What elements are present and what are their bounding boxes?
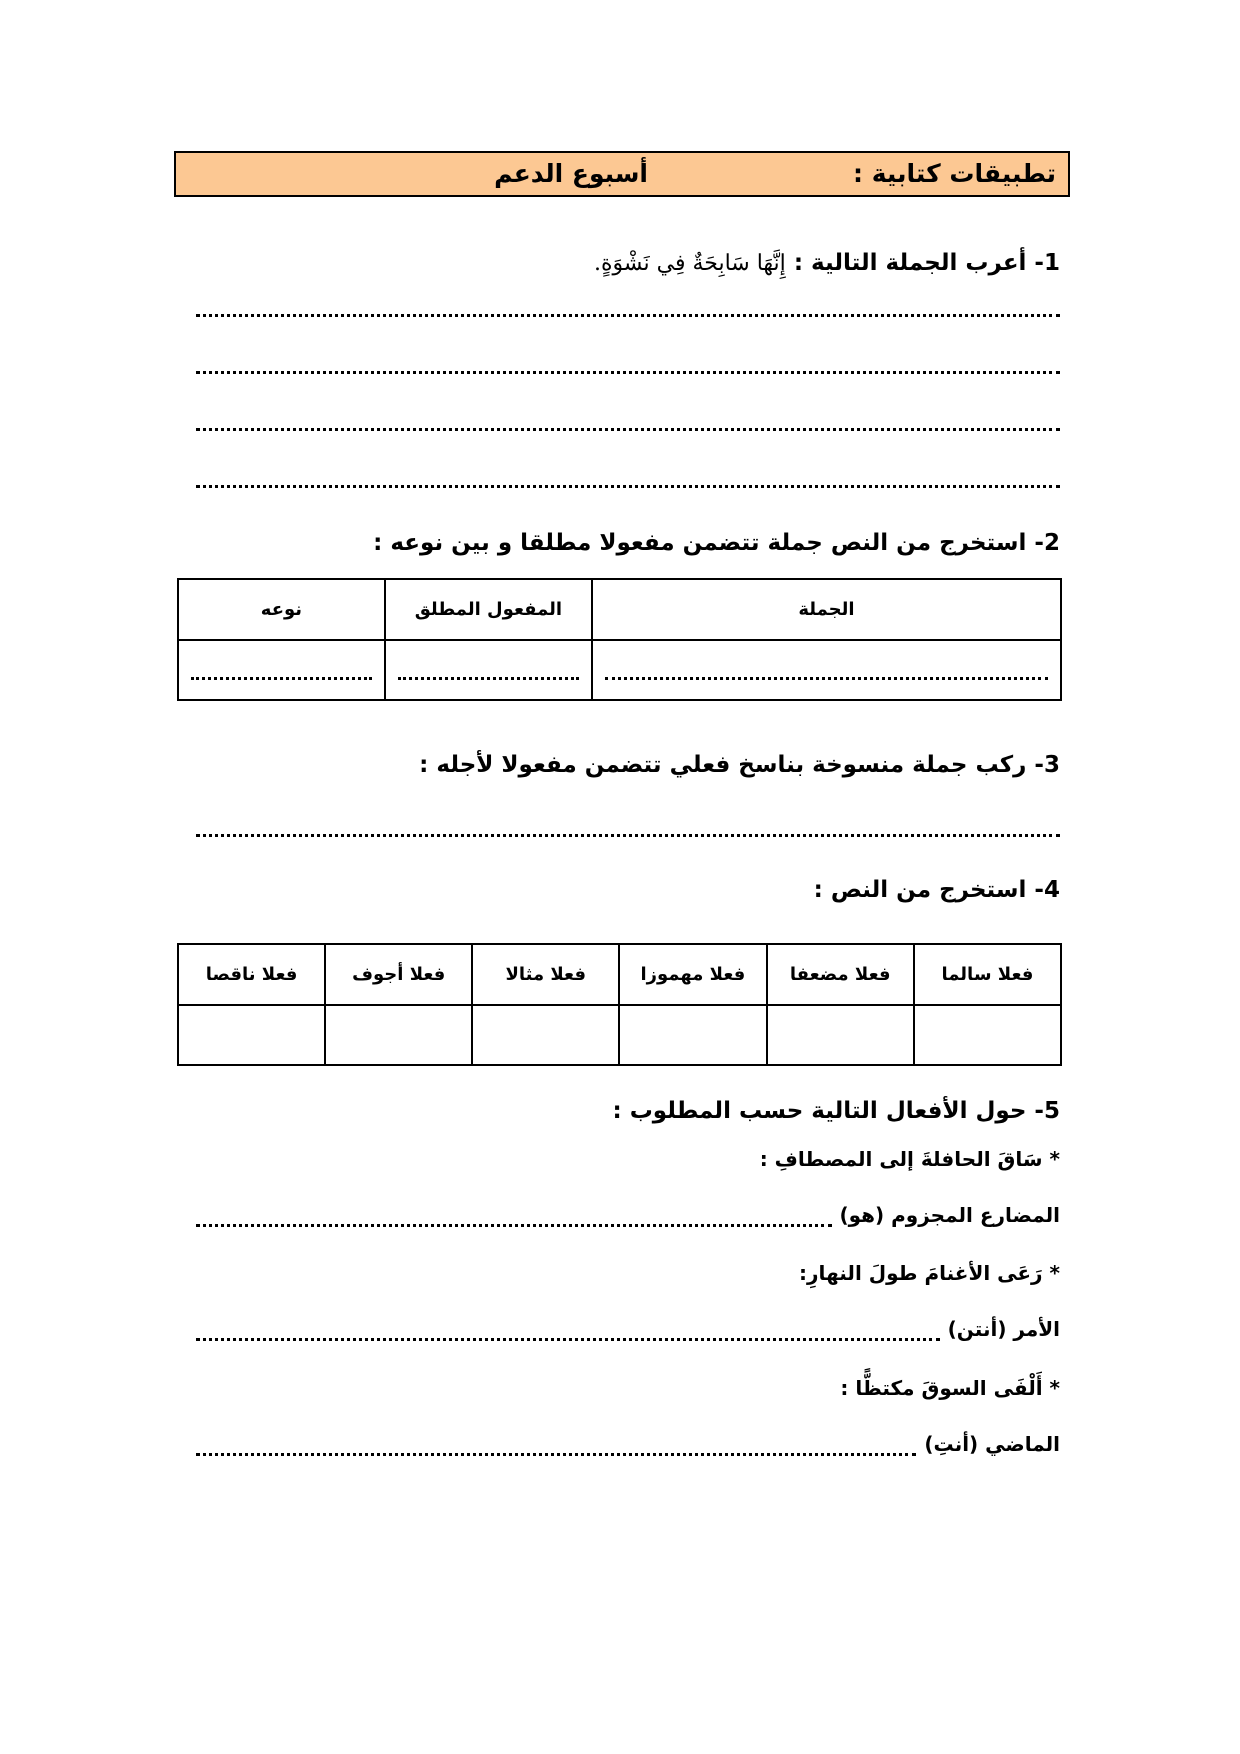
question-1-label: 1- أعرب الجملة التالية : bbox=[793, 250, 1060, 276]
q4-header-2: فعلا مضعفا bbox=[767, 944, 914, 1005]
q4-answer-4[interactable] bbox=[472, 1005, 619, 1065]
q5-item-2-prompt: * رَعَى الأغنامَ طولَ النهارِ: bbox=[799, 1261, 1060, 1285]
answer-line-5[interactable] bbox=[196, 834, 1060, 837]
q5-item-1-dotline[interactable] bbox=[196, 1206, 832, 1227]
question-2-table bbox=[177, 578, 1062, 701]
answer-line-3[interactable] bbox=[196, 428, 1060, 431]
question-2-label: 2- استخرج من النص جملة تتضمن مفعولا مطلقا و بين نوعه : bbox=[373, 530, 1060, 556]
worksheet-subtitle: أسبوع الدعم bbox=[494, 159, 648, 188]
question-1-sentence: إِنَّهَا سَابِحَةٌ فِي نَشْوَةٍ. bbox=[593, 251, 786, 276]
q5-item-3-answer[interactable] bbox=[196, 1432, 1060, 1456]
q4-answer-2[interactable] bbox=[767, 1005, 914, 1065]
q4-answer-3[interactable] bbox=[619, 1005, 766, 1065]
answer-line-1[interactable] bbox=[196, 314, 1060, 317]
q4-header-3: فعلا مهموزا bbox=[619, 944, 766, 1005]
header-banner bbox=[174, 151, 1070, 197]
q4-header-6: فعلا ناقصا bbox=[178, 944, 325, 1005]
q5-item-1-prompt: * سَاقَ الحافلةَ إلى المصطافِ : bbox=[759, 1147, 1060, 1171]
q5-item-3-dotline[interactable] bbox=[196, 1435, 916, 1456]
q2-answer-type[interactable] bbox=[178, 640, 385, 700]
q2-answer-object[interactable] bbox=[385, 640, 592, 700]
q4-header-5: فعلا أجوف bbox=[325, 944, 472, 1005]
q5-item-1-answer[interactable] bbox=[196, 1203, 1060, 1227]
q5-item-2-task: الأمر (أنتن) bbox=[947, 1317, 1060, 1341]
q5-item-2-dotline[interactable] bbox=[196, 1320, 940, 1341]
q5-item-2-answer[interactable] bbox=[196, 1317, 1060, 1341]
q5-item-1-task: المضارع المجزوم (هو) bbox=[839, 1203, 1060, 1227]
question-3-label: 3- ركب جملة منسوخة بناسخ فعلي تتضمن مفعولا لأجله : bbox=[419, 752, 1060, 778]
q2-header-sentence: الجملة bbox=[592, 579, 1061, 640]
q5-item-3-task: الماضي (أنتِ) bbox=[924, 1432, 1060, 1456]
question-5-label: 5- حول الأفعال التالية حسب المطلوب : bbox=[612, 1098, 1060, 1124]
question-1 bbox=[594, 250, 1060, 276]
q2-answer-sentence[interactable] bbox=[592, 640, 1061, 700]
q5-item-3-prompt: * أَلْفَى السوقَ مكتظًّا : bbox=[840, 1376, 1060, 1400]
q4-header-4: فعلا مثالا bbox=[472, 944, 619, 1005]
question-4-table bbox=[177, 943, 1062, 1066]
q2-header-type: نوعه bbox=[178, 579, 385, 640]
q4-answer-5[interactable] bbox=[325, 1005, 472, 1065]
answer-line-4[interactable] bbox=[196, 485, 1060, 488]
q2-header-object: المفعول المطلق bbox=[385, 579, 592, 640]
worksheet-title: تطبيقات كتابية : bbox=[853, 159, 1056, 188]
q4-answer-6[interactable] bbox=[178, 1005, 325, 1065]
q4-answer-1[interactable] bbox=[914, 1005, 1061, 1065]
question-4-label: 4- استخرج من النص : bbox=[813, 877, 1060, 903]
answer-line-2[interactable] bbox=[196, 371, 1060, 374]
q4-header-1: فعلا سالما bbox=[914, 944, 1061, 1005]
